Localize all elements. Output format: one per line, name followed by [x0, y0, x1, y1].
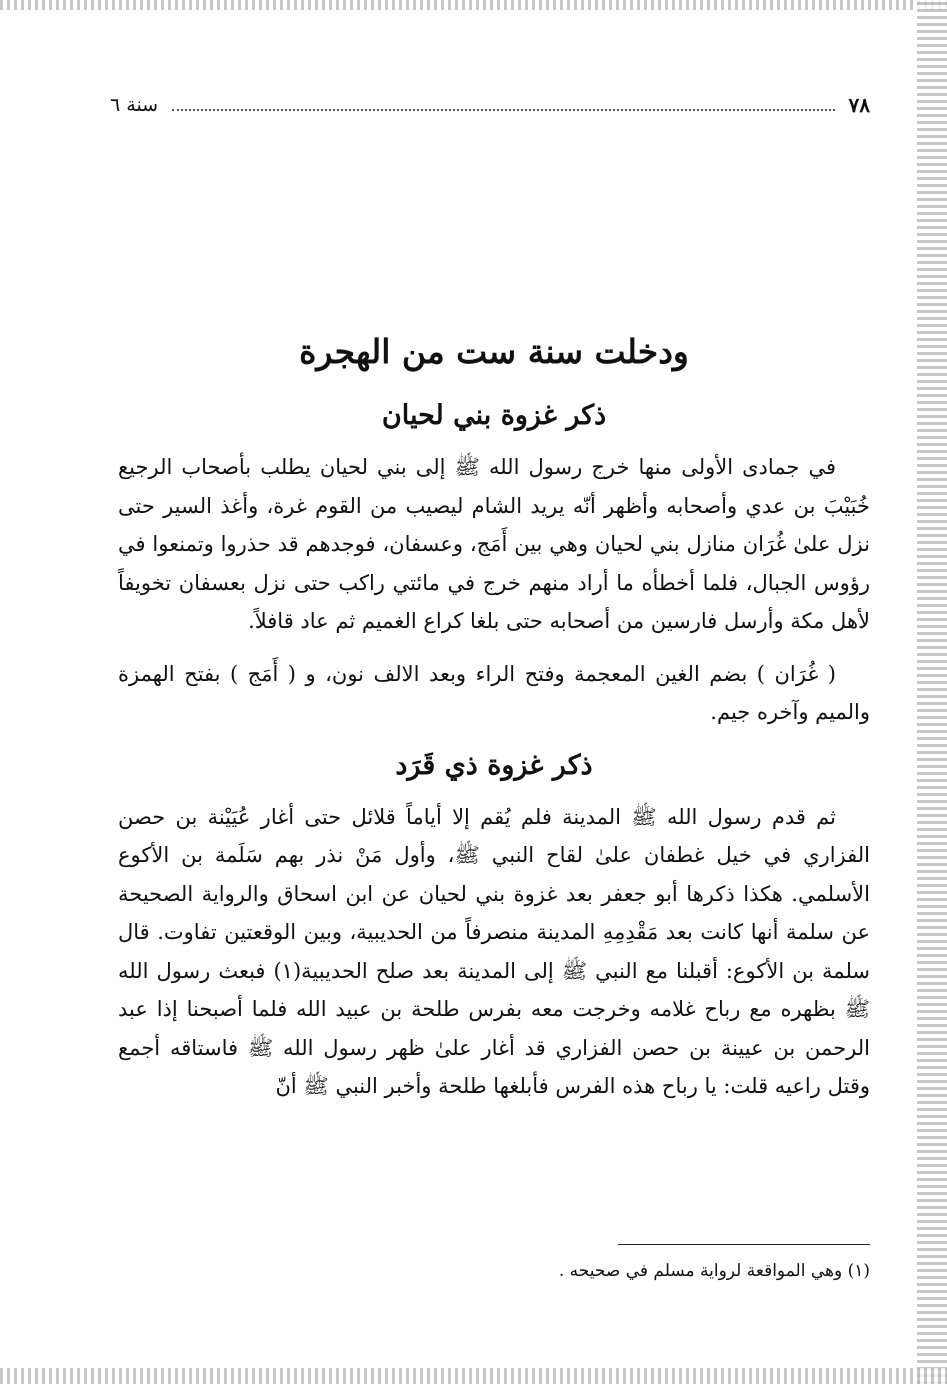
gloss-paragraph: ( غُرَان ) بضم الغين المعجمة وفتح الراء وبعد الالف نون، و ( أَمَج ) بفتح الهمزة والميم وآخره جيم. — [118, 661, 870, 724]
section-title: ذكر غزوة بني لحيان — [381, 400, 607, 431]
page-number: ٧٨ — [848, 93, 870, 117]
decorative-border-bottom — [0, 1368, 947, 1384]
body-paragraph: في جمادى الأولى منها خرج رسول الله ﷺ إلى بني لحيان يطلب بأصحاب الرجيع خُبَيْبَ بن عدي وأصحابه وأظهر أنّه يريد الشام ليصيب من القوم غرة، وأغذ السير حتى نزل علىٰ غُرَان منازل بني لحيان وهي بين أَمَج، وعسفان، فوجدهم قد حذروا وتمنعوا في رؤوس الجبال، فلما أخطأه ما أراد منهم خرج في مائتي راكب حتى نزل بعسفان تخويفاً لأهل مكة وأرسل فارسين من أصحابه حتى بلغا كراع الغميم ثم عاد قافلاً. — [118, 455, 870, 633]
footnote: (١) وهي المواقعة لرواية مسلم في صحيحه . — [558, 1261, 870, 1281]
chapter-title: ودخلت سنة ست من الهجرة — [299, 332, 689, 371]
decorative-border-right — [917, 0, 947, 1384]
section-title: ذكر غزوة ذي قَرَد — [395, 749, 593, 781]
decorative-border-top — [0, 0, 947, 10]
header-dot-leader — [172, 109, 834, 111]
body-paragraph: ثم قدم رسول الله ﷺ المدينة فلم يُقم إلا أياماً قلائل حتى أغار عُيَيْنة بن حصن الفزاري في خيل غطفان علىٰ لقاح النبي ﷺ، وأول مَنْ نذر بهم سَلَمة بن الأكوع الأسلمي. هكذا ذكرها أبو جعفر بعد غزوة بني لحيان عن ابن اسحاق والرواية الصحيحة عن سلمة أنها كانت بعد مَقْدِمِهِ المدينة منصرفاً من الحديبية، وبين الوقعتين تفاوت. قال سلمة بن الأكوع: أقبلنا مع النبي ﷺ إلى المدينة بعد صلح الحديبية(١) فبعث رسول الله ﷺ بظهره مع رباح غلامه وخرجت معه بفرس طلحة بن عبيد الله فلما أصبحنا إذا عبد الرحمن بن عيينة بن حصن الفزاري قد أغار علىٰ ظهر رسول الله ﷺ فاستاقه أجمع وقتل راعيه قلت: يا رباح هذه الفرس فأبلغها طلحة وأخبر النبي ﷺ أنّ — [118, 804, 870, 1098]
running-title: سنة ٦ — [110, 94, 159, 116]
footnote-separator — [618, 1244, 870, 1245]
running-header — [110, 92, 870, 118]
page-content — [118, 328, 870, 1120]
